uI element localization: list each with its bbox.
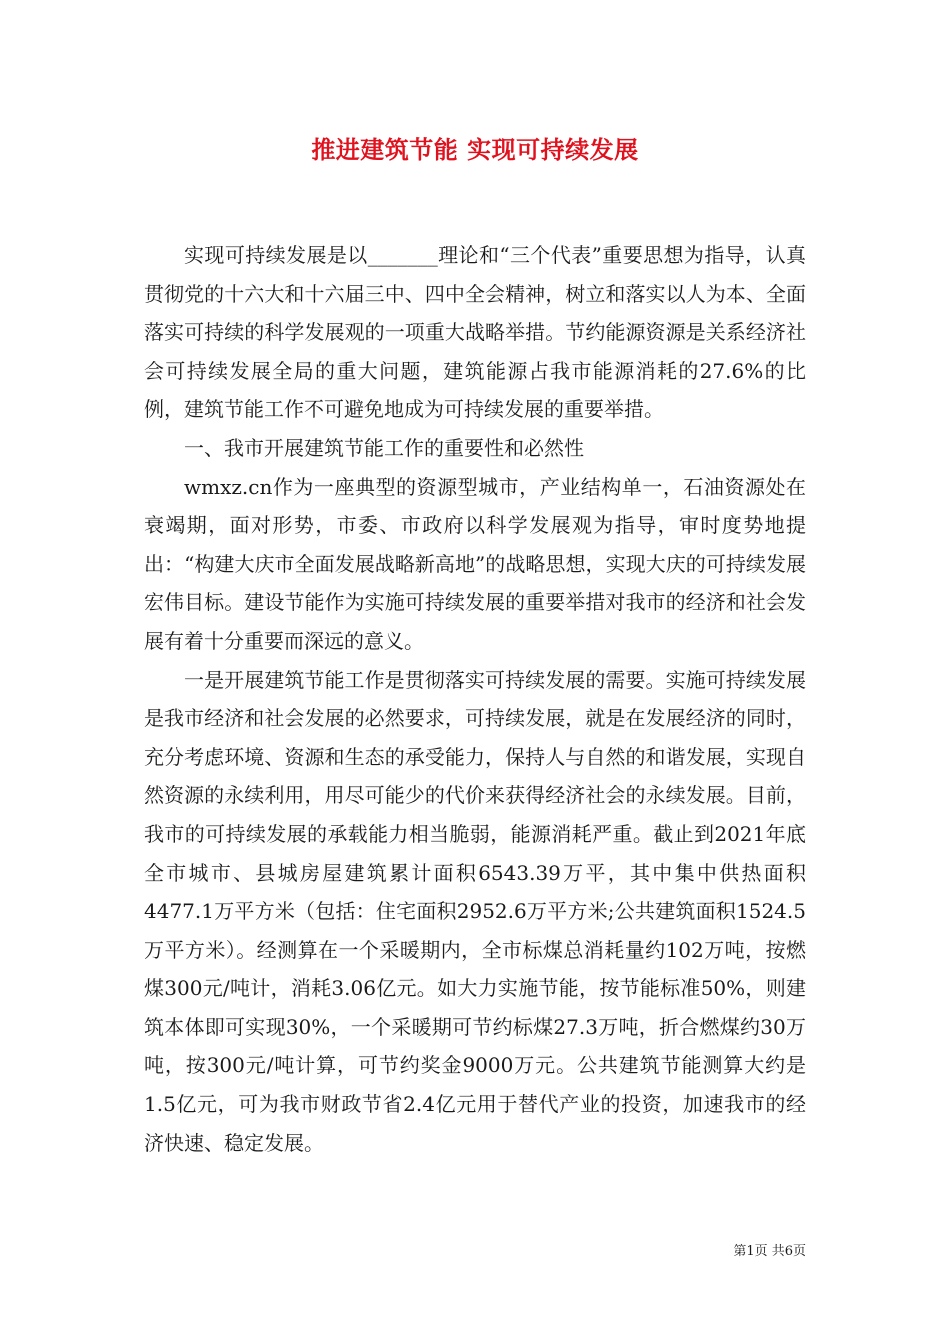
document-body xyxy=(144,236,806,1162)
paragraph-city-context: wmxz.cn作为一座典型的资源型城市，产业结构单一，石油资源处在衰竭期，面对形势，市委、市政府以科学发展观为指导，审时度势地提出：“构建大庆市全面发展战略新高地”的战略思想，实现大庆的可持续发展宏伟目标。建设节能作为实施可持续发展的重要举措对我市的经济和社会发展有着十分重要而深远的意义。 xyxy=(144,474,806,653)
paragraph-point-one: 一是开展建筑节能工作是贯彻落实可持续发展的需要。实施可持续发展是我市经济和社会发展的必然要求，可持续发展，就是在发展经济的同时，充分考虑环境、资源和生态的承受能力，保持人与自然的和谐发展，实现自然资源的永续利用，用尽可能少的代价来获得经济社会的永续发展。目前，我市的可持续发展的承载能力相当脆弱，能源消耗严重。截止到2021年底全市城市、县城房屋建筑累计面积6543.39万平，其中集中供热面积4477.1万平方米（包括：住宅面积2952.6万平方米;公共建筑面积1524.5万平方米）。经测算在一个采暖期内，全市标煤总消耗量约102万吨，按燃煤300元/吨计，消耗3.06亿元。如大力实施节能，按节能标准50%，则建筑本体即可实现30%，一个采暖期可节约标煤27.3万吨，折合燃煤约30万吨，按300元/吨计算，可节约奖金9000万元。公共建筑节能测算大约是1.5亿元，可为我市财政节省2.4亿元用于替代产业的投资，加速我市的经济快速、稳定发展。 xyxy=(144,667,806,1155)
page-number-footer: 第1页 共6页 xyxy=(733,1244,806,1259)
section-heading: 一、我市开展建筑节能工作的重要性和必然性 xyxy=(184,435,584,460)
paragraph-intro: 实现可持续发展是以_______理论和“三个代表”重要思想为指导，认真贯彻党的十六大和十六届三中、四中全会精神，树立和落实以人为本、全面落实可持续的科学发展观的一项重大战略举措。节约能源资源是关系经济社会可持续发展全局的重大问题，建筑能源占我市能源消耗的27.6%的比例，建筑节能工作不可避免地成为可持续发展的重要举措。 xyxy=(144,243,806,422)
document-title: 推进建筑节能 实现可持续发展 xyxy=(311,135,639,164)
